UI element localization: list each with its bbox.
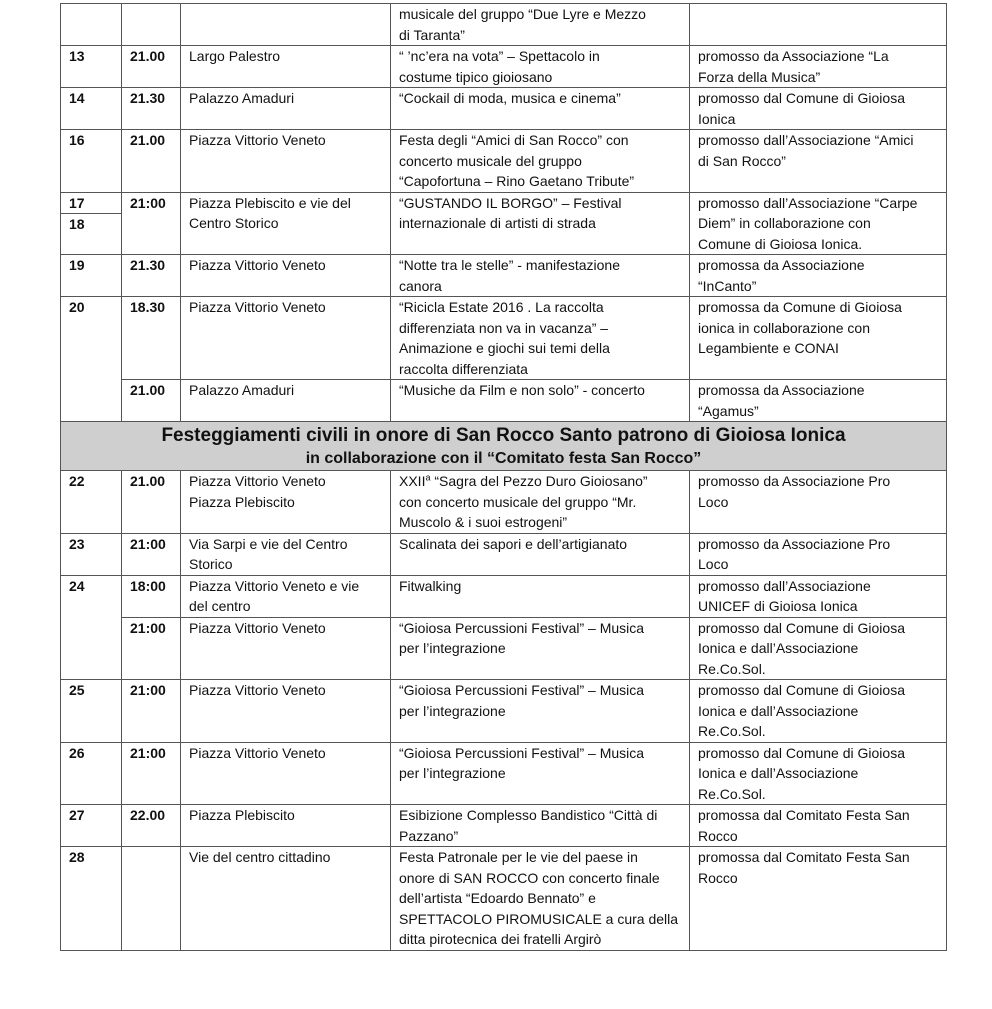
event-cell xyxy=(391,4,690,46)
place-line: Piazza Plebiscito xyxy=(189,493,295,510)
org-line: “InCanto” xyxy=(698,277,757,294)
event-line: musicale del gruppo “Due Lyre e Mezzo xyxy=(399,6,646,22)
event-cell xyxy=(391,46,690,88)
event-line: internazionale di artisti di strada xyxy=(399,215,596,231)
event-line: Muscolo & i suoi estrogeni” xyxy=(399,514,568,530)
day-cell xyxy=(61,192,122,255)
org-line: Diem” in collaborazione con xyxy=(698,215,871,231)
org-line: Ionica e dall’Associazione xyxy=(698,702,859,719)
org-line: promosso da Associazione “La xyxy=(698,48,889,64)
event-line: per l’integrazione xyxy=(399,765,506,781)
event-cell xyxy=(391,575,690,617)
event-line: di Taranta” xyxy=(399,26,465,43)
event-line: con concerto musicale del gruppo “Mr. xyxy=(399,493,637,510)
time-cell: 21.00 xyxy=(122,130,181,193)
org-line: Ionica xyxy=(698,110,736,127)
time-cell: 21:00 xyxy=(122,617,181,680)
place-line: Vie del centro cittadino xyxy=(189,849,331,865)
org-line: UNICEF di Gioiosa Ionica xyxy=(698,598,858,614)
event-cell xyxy=(391,255,690,297)
day-cell: 27 xyxy=(61,805,122,847)
section-title: Festeggiamenti civili in onore di San Rocco Santo patrono di Gioiosa Ionica xyxy=(161,425,846,446)
place-line: Piazza Vittorio Veneto xyxy=(189,473,326,489)
day-cell xyxy=(61,4,122,46)
section-header xyxy=(61,422,947,471)
org-line: promosso dal Comune di Gioiosa xyxy=(698,90,905,106)
event-line: differenziata non va in vacanza” – xyxy=(399,319,609,336)
table-row xyxy=(61,380,947,422)
org-line: Re.Co.Sol. xyxy=(698,660,766,677)
org-line: promosso dall’Associazione “Carpe xyxy=(698,194,918,211)
org-line: promossa da Associazione xyxy=(698,257,865,273)
table-row xyxy=(61,4,947,46)
event-roman: XXII xyxy=(399,473,426,489)
event-line xyxy=(399,471,683,492)
day-cell: 24 xyxy=(61,575,122,680)
place-cell xyxy=(181,533,391,575)
org-cell xyxy=(690,46,947,88)
event-line: Festa degli “Amici di San Rocco” con xyxy=(399,132,629,148)
org-line: Rocco xyxy=(698,827,738,844)
day-cell: 13 xyxy=(61,46,122,88)
event-line: Fitwalking xyxy=(399,577,462,594)
table-row xyxy=(61,297,947,380)
event-line: dell’artista “Edoardo Bennato” e xyxy=(399,890,596,906)
org-cell xyxy=(690,192,947,255)
time-cell: 21.00 xyxy=(122,46,181,88)
day-cell: 25 xyxy=(61,680,122,743)
org-cell xyxy=(690,88,947,130)
day-17: 17 xyxy=(69,194,85,211)
org-line: Re.Co.Sol. xyxy=(698,723,766,739)
time-cell: 18.30 xyxy=(122,297,181,380)
place-line: Piazza Vittorio Veneto xyxy=(189,257,326,273)
event-cell xyxy=(391,130,690,193)
event-line: “Capofortuna – Rino Gaetano Tribute” xyxy=(399,173,635,189)
table-row xyxy=(61,46,947,88)
org-line: promosso dall’Associazione xyxy=(698,577,871,594)
time-cell: 21:00 xyxy=(122,533,181,575)
org-cell xyxy=(690,680,947,743)
org-cell xyxy=(690,380,947,422)
org-cell xyxy=(690,805,947,847)
place-cell xyxy=(181,255,391,297)
org-line: “Agamus” xyxy=(698,402,759,419)
day-cell: 19 xyxy=(61,255,122,297)
org-cell xyxy=(690,533,947,575)
table-row xyxy=(61,471,947,534)
section-band xyxy=(61,422,947,471)
org-cell xyxy=(690,617,947,680)
org-line: promosso dal Comune di Gioiosa xyxy=(698,744,905,761)
table-row xyxy=(61,617,947,680)
org-line: di San Rocco” xyxy=(698,152,786,169)
place-cell xyxy=(181,617,391,680)
org-line: promossa da Associazione xyxy=(698,382,865,398)
org-line: Loco xyxy=(698,556,729,572)
org-line: Loco xyxy=(698,493,729,510)
org-cell xyxy=(690,130,947,193)
time-cell: 18:00 xyxy=(122,575,181,617)
event-cell xyxy=(391,297,690,380)
table-row xyxy=(61,533,947,575)
time-cell xyxy=(122,847,181,951)
org-cell xyxy=(690,255,947,297)
event-title: “Sagra del Pezzo Duro Gioiosano” xyxy=(430,473,648,489)
event-line: “Musiche da Film e non solo” - concerto xyxy=(399,382,645,398)
place-cell xyxy=(181,46,391,88)
org-line: Re.Co.Sol. xyxy=(698,785,766,802)
place-line: Piazza Vittorio Veneto xyxy=(189,299,326,315)
event-cell xyxy=(391,192,690,255)
org-line: Comune di Gioiosa Ionica. xyxy=(698,235,863,252)
place-line: Piazza Plebiscito e vie del xyxy=(189,194,351,211)
place-line: Via Sarpi e vie del Centro xyxy=(189,535,348,552)
event-line: ditta pirotecnica dei fratelli Argirò xyxy=(399,931,602,947)
event-cell xyxy=(391,88,690,130)
place-line: Centro Storico xyxy=(189,215,279,231)
org-line: Ionica e dall’Associazione xyxy=(698,765,859,781)
event-line: “GUSTANDO IL BORGO” – Festival xyxy=(399,194,622,211)
day-cell: 22 xyxy=(61,471,122,534)
org-line: Legambiente e CONAI xyxy=(698,340,839,356)
event-line: canora xyxy=(399,277,442,294)
org-line: promosso dall’Associazione “Amici xyxy=(698,132,914,148)
org-line: Ionica e dall’Associazione xyxy=(698,640,859,656)
place-cell xyxy=(181,4,391,46)
place-cell xyxy=(181,380,391,422)
section-subtitle: in collaborazione con il “Comitato festa San Rocco” xyxy=(305,450,702,467)
org-cell xyxy=(690,575,947,617)
time-cell: 21.00 xyxy=(122,471,181,534)
event-line: Pazzano” xyxy=(399,827,459,844)
event-line: “Gioiosa Percussioni Festival” – Musica xyxy=(399,682,645,698)
table-row xyxy=(61,847,947,951)
place-cell xyxy=(181,742,391,805)
event-line: “Ricicla Estate 2016 . La raccolta xyxy=(399,299,604,315)
place-cell xyxy=(181,575,391,617)
org-line: promosso dal Comune di Gioiosa xyxy=(698,682,905,698)
event-line: “ ’nc’era na vota” – Spettacolo in xyxy=(399,48,600,64)
event-cell xyxy=(391,847,690,951)
time-cell: 21:00 xyxy=(122,192,181,255)
place-cell xyxy=(181,297,391,380)
place-cell xyxy=(181,192,391,255)
day-cell: 28 xyxy=(61,847,122,951)
place-line: Palazzo Amaduri xyxy=(189,90,295,106)
time-cell: 21:00 xyxy=(122,742,181,805)
org-line: ionica in collaborazione con xyxy=(698,319,870,336)
table-row xyxy=(61,680,947,743)
org-line: promosso da Associazione Pro xyxy=(698,535,891,552)
events-table xyxy=(60,3,947,951)
event-line: per l’integrazione xyxy=(399,702,506,719)
event-line: Scalinata dei sapori e dell’artigianato xyxy=(399,535,628,552)
table-row xyxy=(61,255,947,297)
place-line: Piazza Vittorio Veneto xyxy=(189,682,326,698)
event-line: concerto musicale del gruppo xyxy=(399,152,582,169)
place-cell xyxy=(181,680,391,743)
time-cell xyxy=(122,4,181,46)
table-row xyxy=(61,192,947,255)
time-cell: 21.30 xyxy=(122,88,181,130)
place-line: Piazza Vittorio Veneto xyxy=(189,132,326,148)
day-cell: 16 xyxy=(61,130,122,193)
place-line: Palazzo Amaduri xyxy=(189,382,295,398)
event-line: raccolta differenziata xyxy=(399,360,528,377)
event-line: costume tipico gioiosano xyxy=(399,68,553,85)
org-line: promossa da Comune di Gioiosa xyxy=(698,299,902,315)
org-cell xyxy=(690,471,947,534)
org-cell xyxy=(690,4,947,46)
event-line: Festa Patronale per le vie del paese in xyxy=(399,849,638,865)
place-line: del centro xyxy=(189,598,251,614)
table-row xyxy=(61,805,947,847)
event-cell xyxy=(391,471,690,534)
event-line: onore di SAN ROCCO con concerto finale xyxy=(399,869,660,886)
time-cell: 21:00 xyxy=(122,680,181,743)
time-cell: 22.00 xyxy=(122,805,181,847)
table-row xyxy=(61,575,947,617)
event-line: “Gioiosa Percussioni Festival” – Musica xyxy=(399,619,645,636)
event-cell xyxy=(391,742,690,805)
place-cell xyxy=(181,847,391,951)
event-line: “Cockail di moda, musica e cinema” xyxy=(399,90,621,106)
org-line: Forza della Musica” xyxy=(698,68,821,85)
day-cell: 20 xyxy=(61,297,122,422)
org-line: Rocco xyxy=(698,869,738,886)
org-line: promosso dal Comune di Gioiosa xyxy=(698,619,905,636)
place-cell xyxy=(181,471,391,534)
table-row xyxy=(61,742,947,805)
event-line: Animazione e giochi sui temi della xyxy=(399,340,610,356)
event-cell xyxy=(391,533,690,575)
event-line: “Notte tra le stelle” - manifestazione xyxy=(399,257,620,273)
org-line: promossa dal Comitato Festa San xyxy=(698,849,910,865)
event-cell xyxy=(391,680,690,743)
day-cell: 14 xyxy=(61,88,122,130)
org-cell xyxy=(690,297,947,380)
org-line: promosso da Associazione Pro xyxy=(698,473,891,489)
event-superscript: a xyxy=(425,472,431,483)
table-row xyxy=(61,88,947,130)
place-line: Piazza Vittorio Veneto xyxy=(189,744,326,761)
day-cell: 23 xyxy=(61,533,122,575)
place-line: Piazza Vittorio Veneto e vie xyxy=(189,577,360,594)
place-cell xyxy=(181,130,391,193)
table-row xyxy=(61,130,947,193)
place-line: Largo Palestro xyxy=(189,48,281,64)
time-cell: 21.30 xyxy=(122,255,181,297)
event-line: Esibizione Complesso Bandistico “Città di xyxy=(399,807,658,823)
day-cell: 26 xyxy=(61,742,122,805)
event-line: per l’integrazione xyxy=(399,640,506,656)
event-line: SPETTACOLO PIROMUSICALE a cura della xyxy=(399,910,679,927)
event-cell xyxy=(391,380,690,422)
org-cell xyxy=(690,847,947,951)
day-18: 18 xyxy=(61,213,121,235)
event-cell xyxy=(391,805,690,847)
place-cell xyxy=(181,805,391,847)
place-cell xyxy=(181,88,391,130)
event-cell xyxy=(391,617,690,680)
place-line: Piazza Vittorio Veneto xyxy=(189,619,326,636)
org-line: promossa dal Comitato Festa San xyxy=(698,807,910,823)
place-line: Piazza Plebiscito xyxy=(189,807,295,823)
event-line: “Gioiosa Percussioni Festival” – Musica xyxy=(399,744,645,761)
place-line: Storico xyxy=(189,556,233,572)
time-cell: 21.00 xyxy=(122,380,181,422)
org-cell xyxy=(690,742,947,805)
